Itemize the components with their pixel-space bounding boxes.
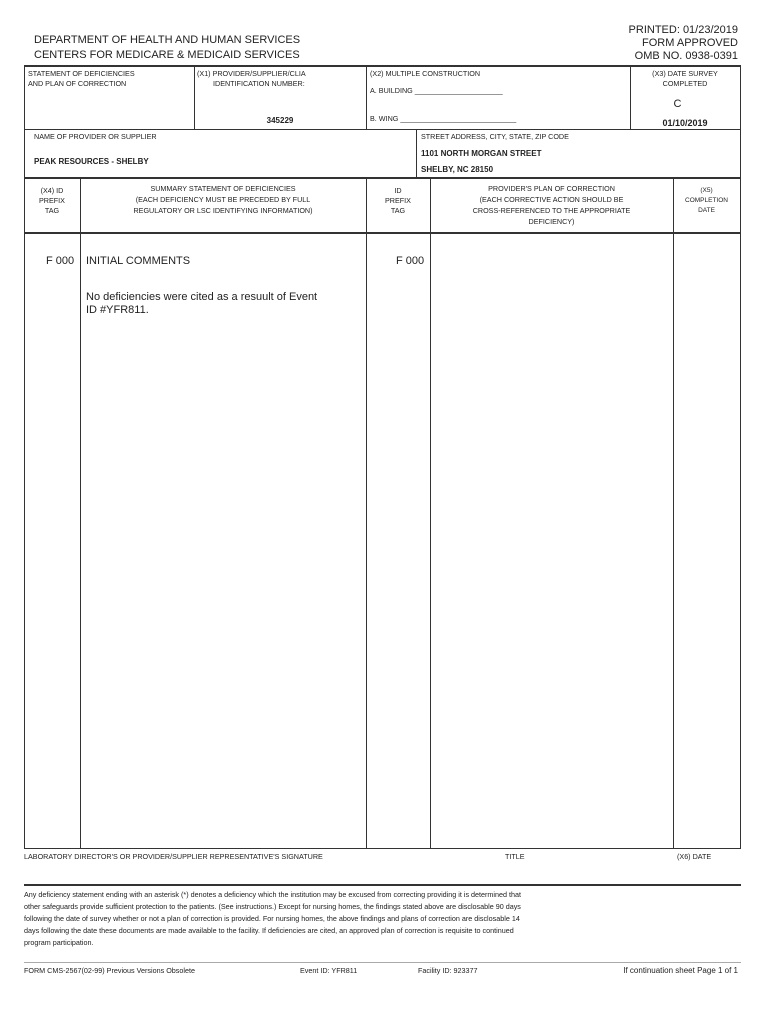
x1-label-1: (X1) PROVIDER/SUPPLIER/CLIA	[197, 69, 306, 78]
event-id: Event ID: YFR811	[300, 966, 358, 975]
signature-label: LABORATORY DIRECTOR'S OR PROVIDER/SUPPLIER REPRESENTATIVE'S SIGNATURE	[24, 852, 323, 861]
provider-id-number: 345229	[266, 116, 294, 125]
form-number: FORM CMS-2567(02-99) Previous Versions Obsolete	[24, 966, 195, 975]
footnote-line4: days following the date these documents are made available to the facility. If deficiencies are cited, an approved plan of correction is requisite to continued	[24, 926, 514, 935]
statement-label-2: AND PLAN OF CORRECTION	[28, 79, 127, 88]
id-header-1: ID	[394, 186, 402, 195]
x2-label: (X2) MULTIPLE CONSTRUCTION	[370, 69, 481, 78]
agency-name-line1: DEPARTMENT OF HEALTH AND HUMAN SERVICES	[34, 34, 301, 46]
x5-header-1: (X5)	[700, 187, 713, 194]
form-approved: FORM APPROVED	[642, 37, 738, 49]
x4-header-2: PREFIX	[39, 196, 65, 205]
statement-label-1: STATEMENT OF DEFICIENCIES	[28, 69, 135, 78]
deficiency-text-line2: ID #YFR811.	[86, 304, 149, 316]
plan-header-2: (EACH CORRECTIVE ACTION SHOULD BE	[479, 195, 624, 204]
plan-header-1: PROVIDER'S PLAN OF CORRECTION	[488, 184, 615, 193]
x5-header-3: DATE	[698, 207, 715, 214]
summary-header-1: SUMMARY STATEMENT OF DEFICIENCIES	[150, 184, 296, 193]
id-header-3: TAG	[390, 206, 406, 215]
deficiency-heading: INITIAL COMMENTS	[86, 255, 191, 267]
footer-divider	[24, 962, 741, 963]
provider-name-label: NAME OF PROVIDER OR SUPPLIER	[34, 132, 157, 141]
x1-label-2: IDENTIFICATION NUMBER:	[213, 79, 305, 88]
x4-header-3: TAG	[44, 206, 60, 215]
address-label: STREET ADDRESS, CITY, STATE, ZIP CODE	[421, 132, 569, 141]
x3-label-2: COMPLETED	[662, 79, 708, 88]
agency-name-line2: CENTERS FOR MEDICARE & MEDICAID SERVICES	[34, 49, 300, 61]
printed-date: PRINTED: 01/23/2019	[628, 24, 738, 36]
signature-divider	[24, 884, 741, 886]
deficiency-tag-right: F 000	[396, 255, 425, 267]
summary-header-3: REGULATORY OR LSC IDENTIFYING INFORMATION)	[133, 206, 313, 215]
continuation-page: If continuation sheet Page 1 of 1	[623, 966, 738, 975]
date-label: (X6) DATE	[677, 852, 712, 861]
footnote-line2: other safeguards provide sufficient protection to the patients. (See instructions.) Except for nursing homes, the findings stated above are disclosable 90 days	[24, 902, 521, 911]
facility-id: Facility ID: 923377	[418, 966, 478, 975]
plan-header-3: CROSS-REFERENCED TO THE APPROPRIATE	[472, 206, 631, 215]
provider-name: PEAK RESOURCES - SHELBY	[34, 157, 149, 166]
footnote-line3: following the date of survey whether or not a plan of correction is provided. For nursing homes, the above findings and plans of correction are disclosable 14	[24, 914, 520, 923]
address-line2: SHELBY, NC 28150	[421, 165, 494, 174]
x3-label-1: (X3) DATE SURVEY	[652, 69, 718, 78]
id-header-2: PREFIX	[385, 196, 411, 205]
deficiency-text-line1: No deficiencies were cited as a resuult of Event	[86, 291, 318, 303]
summary-header-2: (EACH DEFICIENCY MUST BE PRECEDED BY FULL	[135, 195, 311, 204]
deficiency-tag-left: F 000	[46, 255, 75, 267]
x5-header-2: COMPLETION	[685, 197, 728, 204]
title-label: TITLE	[505, 852, 525, 861]
omb-number: OMB NO. 0938-0391	[634, 50, 738, 62]
x2-wing: B. WING _____________________________	[370, 114, 517, 123]
footnote-line5: program participation.	[24, 938, 94, 947]
footnote-line1: Any deficiency statement ending with an asterisk (*) denotes a deficiency which the institution may be excused from correcting providing it is determined that	[24, 890, 521, 899]
x4-header-1: (X4) ID	[40, 186, 64, 195]
x2-building: A. BUILDING ______________________	[370, 86, 503, 95]
survey-completed-date: 01/10/2019	[662, 118, 708, 128]
address-line1: 1101 NORTH MORGAN STREET	[421, 149, 542, 158]
plan-header-4: DEFICIENCY)	[528, 217, 575, 226]
x3-code: C	[673, 98, 682, 110]
